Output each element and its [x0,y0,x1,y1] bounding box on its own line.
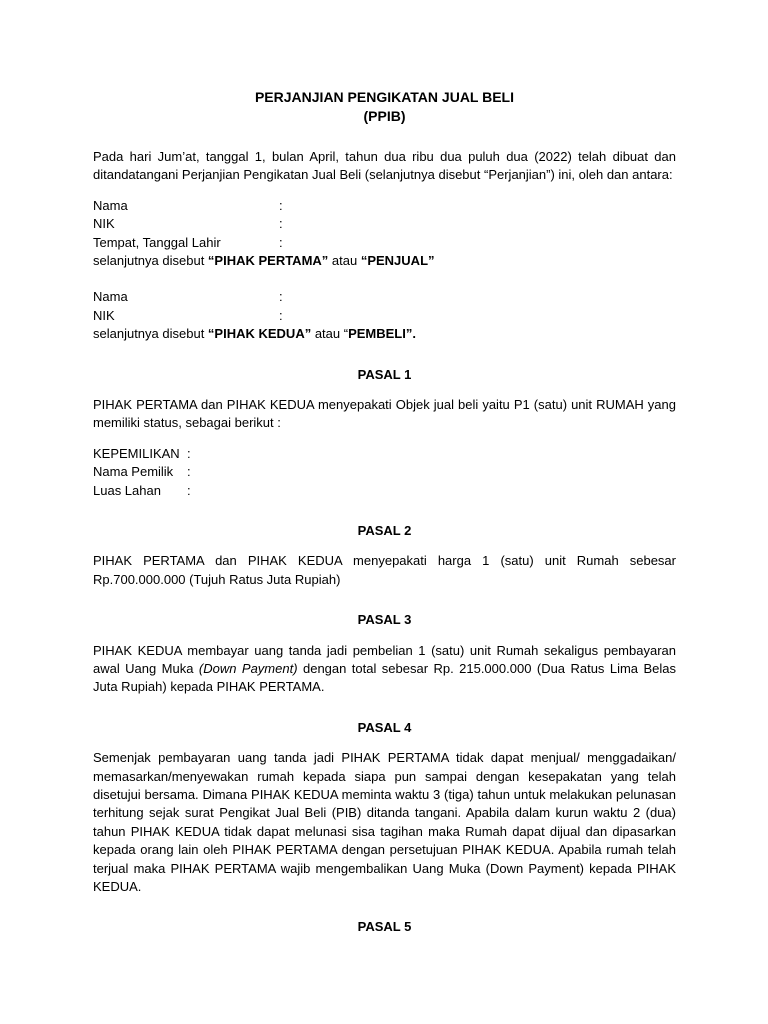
pasal-1-heading: PASAL 1 [357,366,412,382]
property-field-row [93,482,676,500]
party-2-designation: selanjutnya disebut “PIHAK KEDUA” atau “PEMBELI”. [93,326,416,342]
field-label: KEPEMILIKAN [93,445,180,461]
role-pembeli: PEMBELI [348,326,406,342]
field-label: Luas Lahan [93,482,161,498]
property-status-block [93,445,676,500]
field-label: NIK [93,307,115,323]
party-2-field-row [93,307,676,325]
field-colon: : [279,216,283,232]
field-colon: : [187,464,191,480]
role-pihak-kedua: “PIHAK KEDUA” [207,326,312,342]
pasal-4-heading: PASAL 4 [357,719,412,735]
pasal-5-heading: PASAL 5 [357,919,412,935]
party-1-field-row [93,215,676,233]
party-1-field-row [93,197,676,215]
field-label: Nama [93,289,128,305]
field-colon: : [279,307,283,323]
party-1-field-row [93,234,676,252]
field-colon: : [187,482,191,498]
role-pihak-pertama: “PIHAK PERTAMA” [207,252,329,268]
field-colon: : [187,445,191,461]
party-2-block [93,288,676,343]
field-label: Nama [93,197,128,213]
property-field-row [93,463,676,481]
field-colon: : [279,289,283,305]
title-line-2: (PPIB) [363,108,406,124]
pasal-2-heading: PASAL 2 [357,522,412,538]
pasal-4-text: Semenjak pembayaran uang tanda jadi PIHAK PERTAMA tidak dapat menjual/ menggadaikan/ memasarkan/menyewakan rumah kepada siapa pun sampai dengan kesepakatan yang telah disetujui bersama. Dimana PIHAK KEDUA meminta waktu 3 (tiga) tahun untuk melakukan pelunasan terhitung sejak surat Pengikat Jual Beli (PIB) ditanda tangani. Apabila dalam kurun waktu 2 (dua) tahun PIHAK KEDUA tidak dapat melunasi sisa tagihan maka Rumah dapat dijual dan dipasarkan kepada orang lain oleh PIHAK PERTAMA dengan persetujuan PIHAK KEDUA. Apabila rumah telah terjual maka PIHAK PERTAMA wajib mengembalikan Uang Muka (Down Payment) kepada PIHAK KEDUA. [93,750,676,895]
field-colon: : [279,234,283,250]
document-page [93,88,676,937]
opening-paragraph: Pada hari Jum’at, tanggal 1, bulan April, tahun dua ribu dua puluh dua (2022) telah dibuat dan ditandatangani Perjanjian Pengikatan Jual Beli (selanjutnya disebut “Perjanjian”) ini, oleh dan antara: [93,149,676,183]
role-penjual: “PENJUAL” [360,252,435,268]
pasal-1-text: PIHAK PERTAMA dan PIHAK KEDUA menyepakati Objek jual beli yaitu P1 (satu) unit RUMAH yang memiliki status, sebagai berikut : [93,396,676,431]
down-payment-italic: (Down Payment) [198,661,298,676]
title-line-1: PERJANJIAN PENGIKATAN JUAL BELI [254,89,515,105]
property-field-row [93,445,676,463]
pasal-3-heading: PASAL 3 [357,612,412,628]
document-title [93,88,676,126]
field-colon: : [279,197,283,213]
pasal-2-text: PIHAK PERTAMA dan PIHAK KEDUA menyepakati harga 1 (satu) unit Rumah sebesar Rp.700.000.000 (Tujuh Ratus Juta Rupiah) [93,553,676,587]
party-1-block [93,197,676,271]
field-label: NIK [93,216,115,232]
field-label: Nama Pemilik [93,464,174,480]
party-2-field-row [93,288,676,306]
party-1-designation: selanjutnya disebut “PIHAK PERTAMA” atau “PENJUAL” [93,252,435,268]
field-label: Tempat, Tanggal Lahir [93,234,221,250]
pasal-3-text: PIHAK KEDUA membayar uang tanda jadi pembelian 1 (satu) unit Rumah sekaligus pembayaran awal Uang Muka (Down Payment) dengan total sebesar Rp. 215.000.000 (Dua Ratus Lima Belas Juta Rupiah) kepada PIHAK PERTAMA. [93,642,676,695]
